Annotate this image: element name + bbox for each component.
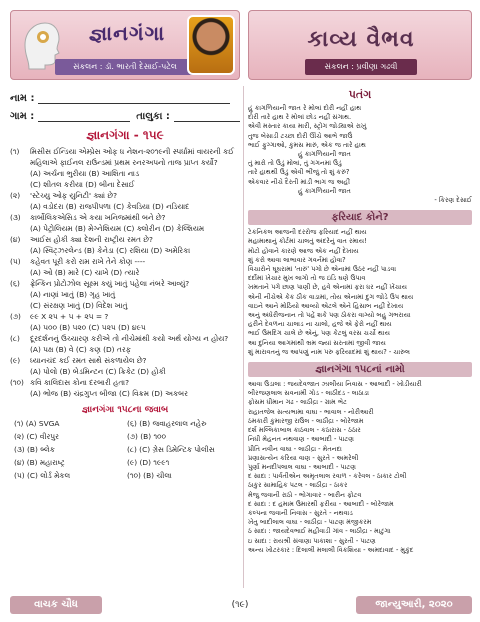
question-row <box>10 278 240 289</box>
names-lines-line: પ્રીતિ નવીન વાઘા - લાઠીદ્રા - મેતનદા <box>248 444 342 453</box>
poem2-lines-line: દર્દોમાં ખેચાર મુખ લાગો તો જ ઇંડિ ઘણે ઉપાવ <box>248 274 366 283</box>
names-lines-line: રાહાતજેલ સત્યભામા વાઘા - ભાવાલ - નોરીઆરી <box>248 407 374 416</box>
poem2-lines-line: આ દુનિયા આગમાંથી ભ્રમ જ્યાં સરતામાં જીવી જાય <box>248 338 386 347</box>
names-lines-line: કલ્પના જવાની નિવાસ - સુરતે - નથવાડ <box>248 508 353 517</box>
names-lines-line: ખેતુ બાદીલાલ વાઘા - લાઠીદ્રા - પાટણ મંજીકરમ <box>248 518 372 527</box>
question-text: ૯૯ X ૨૫ + ૫ + ૨૫ = ? <box>30 312 109 321</box>
poem2-lines-line: મહામાથાનું કોર્ટમાં ચાલતું અંદરેનું વાત રમાય! <box>248 237 367 246</box>
question-number: (૭) <box>10 312 21 321</box>
kavya-vaibhav-subtitle: સંકલન : પ્રવીણા ગઢવી <box>305 59 417 75</box>
answer-item: (૭) (B) ૧૦૦ <box>127 432 166 441</box>
question-text: ફ્રેન્કિન પ્રોટોઝોલ સૂક્ષ્મ કયું ખાતું પહેલા નંબરે આવ્યું? <box>30 279 190 288</box>
quiz-column <box>10 86 240 482</box>
question-number: (૫) <box>10 257 21 266</box>
quiz-questions <box>10 146 240 399</box>
taluka-label: તાલુકા : <box>136 111 170 122</box>
names-lines-line: ફોસમ ધીમાન ગઢ - લાઠીદ્રા - ગ્રામ ભેટ <box>248 398 347 407</box>
question-options[interactable]: (A) ૫૦૦ (B) ૫૨૦ (C) ૫૨૫ (D) ૪૯૫ <box>30 323 146 332</box>
gyanganga-title: જ્ઞાનગંગા <box>88 21 166 45</box>
poem1-lines-line: દોરી તારે હાથ રે મોલાં છોડ નહીં સંગાથ. <box>248 113 352 122</box>
answers-grid <box>10 417 240 482</box>
name-field-row <box>10 86 240 104</box>
names-lines-line: મેજુ જવાની રાઠો - ભોગાવાર - બારીન ફોટવ <box>248 490 362 499</box>
question-options[interactable]: (A) નાણાં ખાતું (B) ગૃહ ખાતું <box>30 290 116 299</box>
question-number: (૬) <box>10 279 20 288</box>
names-lines-line: દ સાદા : પાર્વતીએન અમૃતલાલ રવાળ - કરેવલ - ઠાકાર ટોલી <box>248 472 407 481</box>
poem2-lines-line: વિચારોને ઘૂઘરામાં 'તારું' પગો છે એનામાં ઉઠર નહીં પાડવા <box>248 265 397 274</box>
poem1-lines-line: તુજ બેસાડી ટચ્છા દોરી ઊંચે આભે જાઉં <box>248 131 353 140</box>
names-lines-line: બીરજણલાલ સવનામી ગોડ - લાઠીદડ - લાઠાડા <box>248 389 370 398</box>
kavya-vaibhav-banner <box>248 10 472 80</box>
poem2-lines-line: શું કરો આવા લાભાવાર ગવર્નમાં હોવા? <box>248 255 346 264</box>
answers-title: જ્ઞાનગંગા ૧૫૮ના જવાબ <box>81 405 169 415</box>
names-lines-line: ઇ સાદા : રાયશ્રી સંવાણા પાકાશા - સુરતી - પાટણ <box>248 536 376 545</box>
question-row <box>10 190 240 201</box>
question-options[interactable]: (A) ઓ (B) મારે (C) ચાખે (D) ત્યારે <box>30 268 140 277</box>
question-options[interactable]: (A) પોલો (B) બેડમિન્ટન (C) ક્રિકેટ (D) હોકી <box>30 367 166 376</box>
quiz-title: જ્ઞાનગંગા - ૧૫૯ <box>86 128 164 142</box>
gyanganga-subtitle: સંકલન : ડૉ. ભારતી દેસાઈ-પટેલ <box>55 59 195 75</box>
names-lines-line: પ્રણાસત્યેન કરિયા વાણ - સુરતે - અમરેલી <box>248 453 359 462</box>
question-text: ધ્યાનચંદ કઈ રમત સાથે સંકળાયેલ છે? <box>30 356 147 365</box>
name-field[interactable] <box>38 94 230 104</box>
question-options[interactable]: (C) સંરક્ષણ ખાતું (D) વિદેશ ખાતું <box>30 301 128 310</box>
names-lines-line: દ સાદા : દ હમામ ઉમારથી ફરીયા - આબાદી - બોરેજામ <box>248 499 394 508</box>
names-title: જ્ઞાનગંગા ૧૫૮નાં નામો <box>248 362 472 377</box>
author-portrait <box>187 15 235 75</box>
answer-item: (૪) (B) મહારાષ્ટ્ર <box>14 458 65 467</box>
question-text: દૂરદર્શનનું ઉચ્ચારણ કરીએ તો નીચેમાંથી કયો અર્થ યોગ્ય ન હોય? <box>30 334 229 343</box>
question-text: 'સ્ટેચ્યુ ઓફ યુનિટી' ક્યાં છે? <box>30 191 118 200</box>
poem1-lines-line: તું મારો તો ઉડું મોલાં, તું ગગનમાં ઉડું <box>248 159 342 168</box>
name-label: નામ : <box>10 93 35 104</box>
question-row <box>10 256 240 267</box>
answer-item: (૨) (C) વીરપુર <box>14 432 59 441</box>
question-text: આઈસ હોકી ક્યા દેશની રાષ્ટ્રીય રમત છે? <box>30 235 153 244</box>
poem2-lines-line: ખમતાને પગે છાણ પાણી છે, હવે એનામાં ફરા ધર નહીં ખેંચાય <box>248 283 408 292</box>
answer-item: (૮) (C) ગ્રેસ ડિમેન્ટિક પોલીસ <box>127 445 215 454</box>
names-lines-line: અન્ય ખોટરકાર : દિલાલી મલાલી વિકશિયા - અમદાવાદ - મુકુંદ <box>248 545 414 554</box>
poem1-lines-line: ભાઈ ફુગ્ગાઓ, કુમસ મારું, એક જ તારે હાથ <box>248 140 366 149</box>
question-options[interactable]: (A) વડોદરા (B) રાજપીપળા (C) કેવડિયા (D) નડિયાદ <box>30 202 190 211</box>
names-lines-line: ઠ સાદા : જાયદેવભાઈ મહીવાડી ગાંવ - લાઠીદ્રા - માટુંગા <box>248 527 391 536</box>
answer-item: (૬) (B) જવાહરલાલ નહેરુ <box>127 419 207 428</box>
question-text: કવિ કાલિદાસ કોના દરબારી હતા? <box>30 378 130 387</box>
question-row <box>10 212 240 223</box>
question-number: (૧૦) <box>10 378 24 387</box>
poem2-lines-line: ભાઈ ઉમદિંગ ચાલે છે એનું, પણ કેટલું વરસ ચર્ચો થાય <box>248 329 390 338</box>
question-options[interactable]: (A) ભોજ (B) ચંદ્રગુપ્ત બીજા (C) વિક્રમ (D) અકબર <box>30 389 188 398</box>
column-divider <box>243 86 244 588</box>
names-lines-line: આવા ઉડાલા : જયદેવજાત ઝાલીયા નિવાસ - આબાદી - ખોડીયારી <box>248 380 422 389</box>
poems-column <box>248 86 472 555</box>
question-text: કાર્બોલિકએસિડ એ કયા ખનિજમાંથી બને છે? <box>30 213 166 222</box>
poem2-lines-line: એની નીચેએ કેક ઠીક વાડામાં, તોય એનામાં દુગ જોડે ઉપ થાય <box>248 292 414 301</box>
answer-item: (૩) (B) બ્લેક <box>14 445 55 454</box>
footer-magazine-name: વાચક ચૌધ <box>10 596 102 614</box>
answer-item: (૧) (A) SVGA <box>14 419 60 428</box>
question-text: મિસીસ ઈન્ડિયા એમ્પ્રેસ ઓફ ધ નેશન-૨૦૧૯ની સ્પર્ધામાં વાયરની કઈ મહિલાએ ફાઈનલ રાઉન્ડમાં પ્રથમ રનરઅપનો તાજ પ્રાપ્ત કર્યો? <box>30 147 234 167</box>
kavya-vaibhav-title: કાવ્ય વૈભવ <box>307 27 415 52</box>
question-row <box>10 311 240 322</box>
gyanganga-banner <box>10 10 240 80</box>
answer-item: (૫) (C) લોર્ડ મેકલ <box>14 471 71 480</box>
poem1-lines-line: હું કાગળિયાની જાત <box>298 186 351 195</box>
taluka-field[interactable] <box>174 112 240 122</box>
footer-date: જાન્યુઆરી, ૨૦૨૦ <box>356 596 472 614</box>
question-row <box>10 234 240 245</box>
question-options[interactable]: (A) અર્ચના ભુરીયા (B) આશિતા નાડ <box>30 169 139 178</box>
question-options[interactable]: (A) સ્વિટ્ઝરલેન્ડ (B) કેનેડા (C) રશિયા (D) અમેરિકા <box>30 246 191 255</box>
poem2-lines-line: હરીને દેવળના ચાલાડ ના ચાલો, હજે એ ફેરો નહીં થાય <box>248 320 392 329</box>
poem1-author: - કિરણ દેસાઈ <box>434 196 472 205</box>
names-lines-line: ઠમકારી કુમારજી રાઉલ - લાઠીદ્રા - બોરેજામ <box>248 416 364 425</box>
poem2-lines-line: વાઇને આને મોઠિયો આવ્યો એટલે એને હિસાબ નહીં દેખાય <box>248 301 404 310</box>
poem2-body <box>248 228 472 357</box>
question-number: (૧) <box>10 147 20 156</box>
question-options[interactable]: (A) પેટ્રોલિયમ (B) મેગ્નેશિયમ (C) ક્લોરીન (D) કેલ્શિયમ <box>30 224 205 233</box>
poem2-lines-line: મોટો હોવાને કારણે આજ એક નહીં દેખાય <box>248 246 359 255</box>
question-number: (૩) <box>10 213 21 222</box>
question-row <box>10 355 240 366</box>
question-number: (૮) <box>10 334 20 343</box>
question-options[interactable]: (C) શીતલ કરીયા (D) બીના દેસાઈ <box>30 180 135 189</box>
poem1-body <box>248 104 472 196</box>
poem1-lines-line: હું કાગળિયાની જાત <box>298 150 351 159</box>
village-field-row <box>10 104 240 122</box>
poem1-title: પતંગ <box>348 88 372 101</box>
page-number: (૧૯) <box>231 600 249 610</box>
question-text: કહેવત પૂરી કરો રામ રાખે તેને કોણ ---- <box>30 257 146 266</box>
village-label: ગામ : <box>10 111 35 122</box>
poem1-lines-line: એકવાર નીચે દૈરતી માંડી ભાગ જ અહીં <box>248 177 350 186</box>
poem1-lines-line: હું કાગળિયાની જાત રે મોલાં દોરી નહીં હાથ <box>248 104 362 112</box>
answer-item: (૧૦) (B) ચીલા <box>127 471 172 480</box>
poem2-title: ફરિયાદ કોને? <box>248 210 472 225</box>
question-number: (૨) <box>10 191 21 200</box>
question-row <box>10 146 240 168</box>
poem1-lines-line: એવી મસ્તાર કાયા મારી, સ્ટ્રોંગ જોડ્યાએ રાખું <box>248 122 367 131</box>
poem1-lines-line: તારે હાથથી ઉડું એવી ભીંજું તો શું કરું? <box>248 168 350 177</box>
poem2-lines-line: શું મારાવતનું જ આપણું નામ પરુ ફરિયાદમાં શું થાય? - ચારુલ <box>248 347 411 356</box>
question-row <box>10 377 240 388</box>
names-list <box>248 380 472 555</box>
question-number: (૯) <box>10 356 21 365</box>
question-number: (૪) <box>10 235 21 244</box>
question-row <box>10 333 240 344</box>
poem2-lines-line: ટેકનિકલ આજની દરરોજ ફરિયાદ નહીં થાય <box>248 228 367 237</box>
village-field[interactable] <box>38 112 130 122</box>
names-lines-line: દર્શ મલ્લિકાબાલ કાઠવાલ - કઠારાસ - ઠઠાર <box>248 426 361 435</box>
answer-item: (૯) (D) ૧૯૯૧ <box>127 458 170 467</box>
names-lines-line: નિધી મેહનત નથવાણ - આબાદી - પાટણ <box>248 435 354 444</box>
question-options[interactable]: (A) પક્ષ (B) વે (C) કણ (D) તરફ <box>30 345 131 354</box>
poem2-lines-line: અનું અંધેરીજનાન તો પહેં શકે પણ ઠોકરા વાગ્યો બહુ ગભરાયા <box>248 311 411 320</box>
names-lines-line: પુર્ણા મનદીપલાલ વાઘા - આબાદી - પાટણ <box>248 462 356 471</box>
names-lines-line: ઠાકુર સામાહિક પટલ - લાઠીદ્રા - ઠાકર <box>248 481 348 490</box>
